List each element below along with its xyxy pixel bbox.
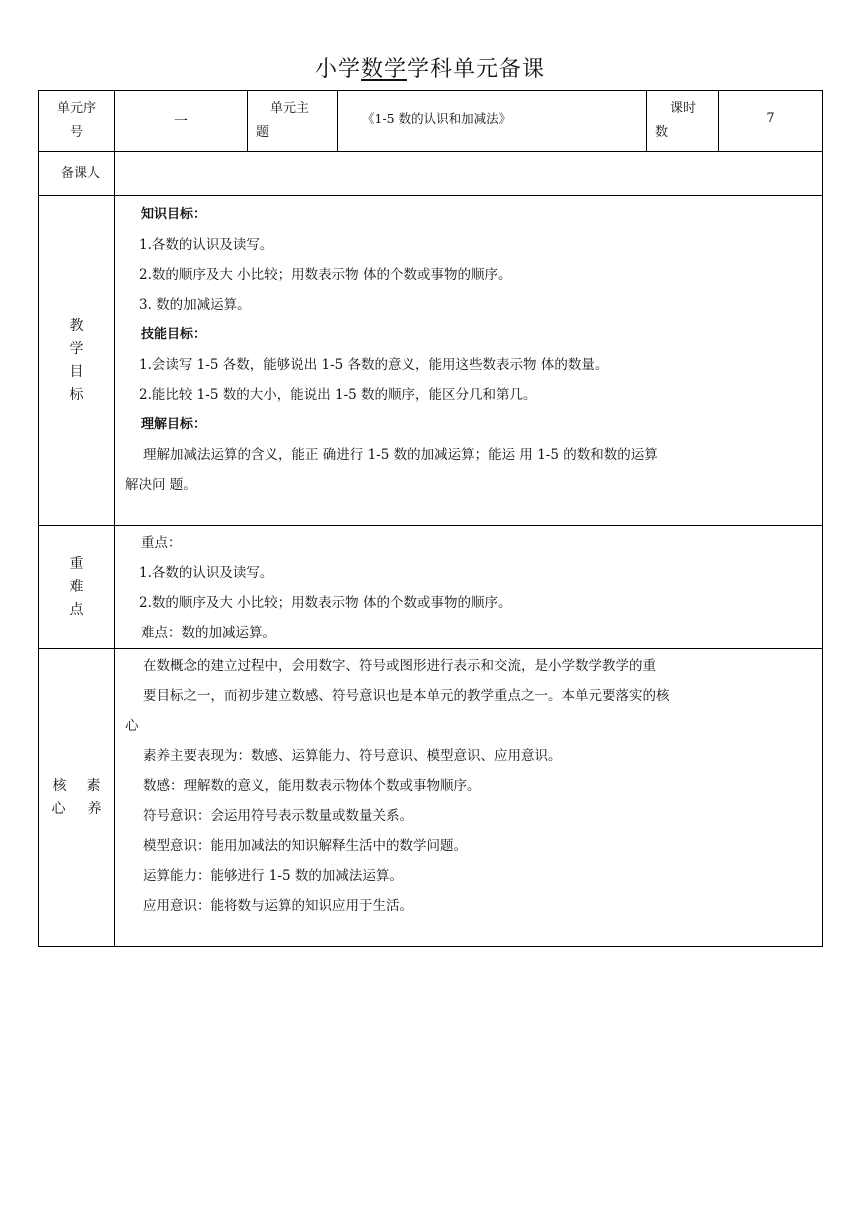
difficulty-text: 难点：数的加减运算。 <box>141 625 276 641</box>
core-item: 运算能力：能够进行 1-5 数的加减法运算。 <box>143 868 403 884</box>
core-item: 应用意识：能将数与运算的知识应用于生活。 <box>143 898 413 914</box>
understanding-text-line: 理解加减法运算的含义，能正 确进行 1-5 数的加减运算；能运 用 1-5 的数和数的运算 <box>143 447 658 463</box>
core-item: 数感：理解数的意义，能用数表示物体个数或事物顺序。 <box>143 778 481 794</box>
key-heading: 重点： <box>141 535 182 551</box>
skill-heading: 技能目标： <box>141 327 207 342</box>
core-paragraph-line: 心 <box>125 718 139 734</box>
objectives-row <box>39 196 823 526</box>
knowledge-item: 2.数的顺序及大 小比较；用数表示物 体的个数或事物的顺序。 <box>139 267 512 283</box>
key-points-row <box>39 526 823 649</box>
title-prefix: 小学 <box>314 57 361 82</box>
unit-theme-value: 《1-5 数的认识和加减法》 <box>338 91 647 152</box>
unit-plan-table <box>38 90 823 947</box>
core-literacy-content <box>115 649 823 947</box>
key-points-content <box>115 526 823 649</box>
title-suffix: 学科单元备课 <box>407 57 546 82</box>
knowledge-heading: 知识目标： <box>141 207 207 222</box>
objectives-label: 教 学 目 标 <box>39 196 115 526</box>
key-item: 2.数的顺序及大 小比较；用数表示物 体的个数或事物的顺序。 <box>139 595 512 611</box>
hours-value: 7 <box>719 91 823 152</box>
unit-theme-label: 单元主 题 <box>248 91 338 152</box>
skill-item: 2.能比较 1-5 数的大小，能说出 1-5 数的顺序，能区分几和第几。 <box>139 387 537 403</box>
understanding-heading: 理解目标： <box>141 417 207 432</box>
unit-number-value: 一 <box>115 91 248 152</box>
document-title <box>0 52 860 83</box>
core-paragraph-line: 要目标之一，而初步建立数感、符号意识也是本单元的教学重点之一。本单元要落实的核 <box>143 688 670 704</box>
core-item: 模型意识：能用加减法的知识解释生活中的数学问题。 <box>143 838 467 854</box>
preparer-row <box>39 152 823 196</box>
knowledge-item: 3. 数的加减运算。 <box>139 297 251 313</box>
knowledge-item: 1.各数的认识及读写。 <box>139 237 274 253</box>
header-row <box>39 91 823 152</box>
title-subject: 数学 <box>360 57 407 82</box>
preparer-label: 备课人 <box>39 152 115 196</box>
skill-item: 1.会读写 1-5 各数，能够说出 1-5 各数的意义，能用这些数表示物 体的数量。 <box>139 357 609 373</box>
hours-label: 课时 数 <box>647 91 719 152</box>
preparer-value <box>115 152 823 196</box>
core-item: 素养主要表现为：数感、运算能力、符号意识、模型意识、应用意识。 <box>143 748 562 764</box>
core-literacy-row <box>39 649 823 947</box>
core-paragraph-line: 在数概念的建立过程中，会用数字、符号或图形进行表示和交流，是小学数学教学的重 <box>143 658 656 674</box>
unit-number-label: 单元序 号 <box>39 91 115 152</box>
key-item: 1.各数的认识及读写。 <box>139 565 274 581</box>
key-points-label: 重 难 点 <box>39 526 115 649</box>
understanding-text-line: 解决问 题。 <box>125 477 197 493</box>
core-item: 符号意识：会运用符号表示数量或数量关系。 <box>143 808 413 824</box>
objectives-content <box>115 196 823 526</box>
core-literacy-label: 核 素 心 养 <box>39 649 115 947</box>
